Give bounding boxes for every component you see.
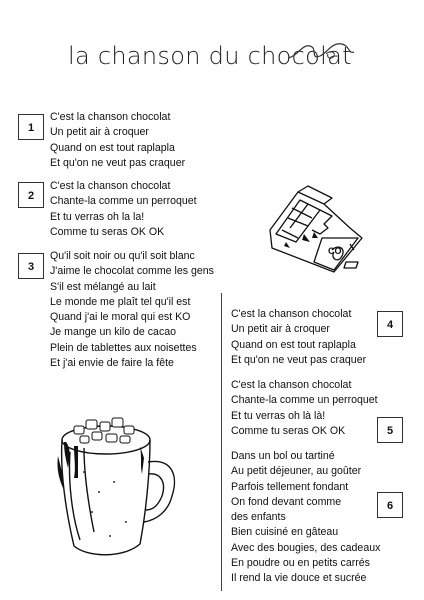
stanza-line: Il rend la vie douce et sucrée [231, 572, 367, 585]
stanza-line: Qu'il soit noir ou qu'il soit blanc [50, 250, 195, 262]
stanza-line: Un petit air à croquer [231, 323, 330, 336]
stanza-line: Au petit déjeuner, au goûter [231, 465, 362, 478]
stanza-line: Parfois tellement fondant [231, 480, 349, 493]
stanza-line: Dans un bol ou tartiné [231, 450, 335, 462]
stanza-number-1: 1 [18, 114, 44, 140]
stanza-line: J'aime le chocolat comme les gens [50, 265, 214, 278]
column-divider [221, 293, 222, 591]
stanza-line: On fond devant comme [231, 495, 342, 508]
stanza-line: Je mange un kilo de cacao [50, 326, 177, 339]
stanza-3 [50, 249, 214, 371]
stanza-line: Et qu'on ne veut pas craquer [231, 353, 367, 366]
stanza-line: Quand on est tout raplapla [231, 338, 356, 351]
bar-label: CO [328, 246, 342, 256]
stanza-line: Chante-la comme un perroquet [50, 195, 197, 208]
stanza-line: Un petit air à croquer [50, 126, 149, 139]
stanza-line: Et j'ai envie de faire la fête [50, 357, 174, 370]
stanza-line: Et tu verras oh la la! [50, 210, 145, 223]
stanza-line: Plein de tablettes aux noisettes [50, 341, 197, 354]
title-flourish-icon [286, 34, 356, 64]
stanza-number-4: 4 [377, 311, 403, 337]
stanza-1 [50, 110, 185, 171]
stanza-line: des enfants [231, 511, 286, 524]
chocolate-bar-icon [262, 178, 370, 276]
stanza-line: Bien cuisiné en gâteau [231, 526, 339, 539]
stanza-6 [231, 449, 380, 587]
stanza-line: Avec des bougies, des cadeaux [231, 541, 381, 554]
stanza-line: En poudre ou en petits carrés [231, 557, 370, 570]
stanza-number-6: 6 [377, 492, 403, 518]
stanza-line: Chante-la comme un perroquet [231, 394, 378, 407]
stanza-number-3: 3 [18, 253, 44, 279]
stanza-line: Le monde me plaît tel qu'il est [50, 295, 191, 308]
stanza-line: C'est la chanson chocolat [231, 308, 352, 320]
stanza-4 [231, 307, 366, 368]
stanza-line: Et qu'on ne veut pas craquer [50, 156, 186, 169]
stanza-line: Et tu verras oh là là! [231, 409, 326, 422]
page-title: la chanson du chocolat [68, 42, 352, 70]
stanza-line: S'il est mélangé au lait [50, 280, 156, 293]
hot-chocolate-mug-icon [44, 412, 184, 562]
stanza-line: Comme tu seras OK OK [231, 424, 346, 437]
stanza-number-2: 2 [18, 182, 44, 208]
stanza-line: C'est la chanson chocolat [231, 379, 352, 391]
stanza-2 [50, 179, 197, 240]
stanza-line: Comme tu seras OK OK [50, 225, 165, 238]
stanza-line: Quand j'ai le moral qui est KO [50, 311, 191, 324]
stanza-5 [231, 378, 378, 439]
stanza-line: Quand on est tout raplapla [50, 141, 175, 154]
stanza-number-5: 5 [377, 417, 403, 443]
stanza-line: C'est la chanson chocolat [50, 180, 171, 192]
stanza-line: C'est la chanson chocolat [50, 111, 171, 123]
